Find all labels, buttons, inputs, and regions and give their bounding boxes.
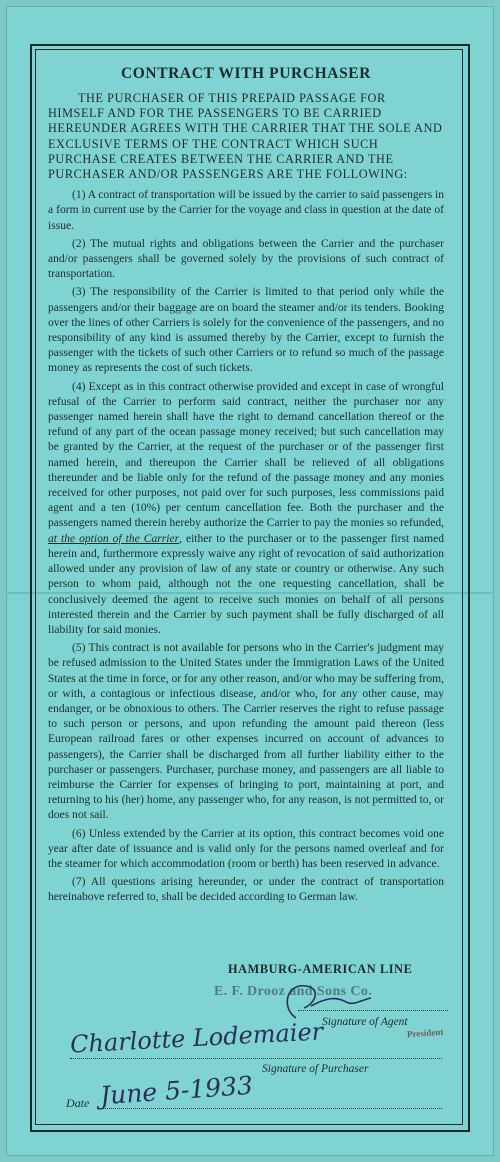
- clause-1: (1) A contract of transportation will be issued by the carrier to said passengers in a form in current use by the Carrier for the voyage and class in question at the date of issue.: [48, 189, 444, 232]
- date-line: [102, 1108, 442, 1109]
- clause-4: [48, 380, 444, 638]
- clause-4-part-2: , either to the purchaser or to the passenger first named herein and, furthermore expressly waive any right of revocation of said authorization allowed under any provision of law of any state or country or otherwise. Any such person to whom paid, although not the one requesting cancellation, shall be conclusively deemed the agent to receive such monies on behalf of all persons interested therein and the Carrier by such payment shall be fully discharged of all liability for said monies.: [48, 532, 444, 636]
- contract-title: CONTRACT WITH PURCHASER: [120, 65, 372, 82]
- clause-6: (6) Unless extended by the Carrier at its option, this contract becomes void one year after date of issuance and is valid only for the persons named overleaf and for the steamer for which accommodation (room or berth) has been reserved in advance.: [48, 827, 444, 870]
- clause-4-part-1: (4) Except as in this contract otherwise provided and except in case of wrongful refusal of the Carrier to perform said contract, neither the purchaser nor any passenger named herein shall have the right to demand cancellation thereof or the refund of any part of the ocean passage money received; but such cancellation may be granted by the Carrier, at the request of the purchaser or of the passenger first named herein, and thereupon the Carrier shall be relieved of all obligations thereunder and be liable only for the refund of the passage money and any monies received for other purposes, not paid over for such purposes, less commissions paid agent and a ten (10%) per centum cancellation fee. Both the purchaser and the passengers named therein hereby authorize the Carrier to pay the monies so refunded,: [48, 380, 444, 530]
- contract-body: [48, 62, 444, 909]
- agency-role: President: [406, 1026, 444, 1040]
- clause-7: (7) All questions arising hereunder, or under the contract of transportation hereinabove referred to, shall be decided according to German law.: [48, 876, 444, 904]
- agent-signature-label: Signature of Agent: [322, 1016, 408, 1028]
- purchaser-signature: Charlotte Lodemaier: [69, 1017, 324, 1059]
- clause-2: (2) The mutual rights and obligations between the Carrier and the purchaser and/or passengers shall be governed solely by the provisions of such contract of transportation.: [48, 237, 444, 281]
- clause-4-emphasis: at the option of the Carrier: [48, 532, 180, 545]
- purchaser-signature-label: Signature of Purchaser: [262, 1063, 369, 1075]
- clause-5: (5) This contract is not available for persons who in the Carrier's judgment may be refused admission to the United States under the Immigration Laws of the United States at the time in force, or for any other reason, and/or who may be suffering from, or with, a contagious or infectious disease, and/or who, for any other cause, may endanger, or be obnoxious to others. The Carrier reserves the right to refuse passage to such person or persons, and upon refunding the amount paid thereon (less European railroad fares or other expenses incurred on account of advances to passengers), the Carrier shall be discharged from all further liability either to the purchaser or passengers. Purchaser, purchase money, and passengers are all liable to reimburse the Carrier for expenses of bringing to port, maintaining at port, and returning to his (her) home, any passenger who, for any reason, is not permitted to, or does not sail.: [48, 642, 444, 822]
- agency-stamp: E. F. Drooz and Sons Co.: [214, 984, 373, 999]
- agent-signature-line: [298, 1010, 448, 1011]
- contract-preamble: THE PURCHASER OF THIS PREPAID PASSAGE FOR HIMSELF AND FOR THE PASSENGERS TO BE CARRIED HEREUNDER AGREES WITH THE CARRIER THAT THE SOLE AND EXCLUSIVE TERMS OF THE CONTRACT WHICH SUCH PURCHASE CREATES BETWEEN THE CARRIER AND THE PURCHASER AND/OR PASSENGERS ARE THE FOLLOWING:: [48, 91, 443, 182]
- date-label: Date: [66, 1096, 90, 1110]
- purchaser-signature-line: [70, 1058, 442, 1059]
- date-value: June 5-1933: [99, 1070, 254, 1111]
- carrier-name: HAMBURG-AMERICAN LINE: [228, 962, 413, 976]
- clause-3: (3) The responsibility of the Carrier is limited to that period only while the passengers and/or their baggage are on board the steamer and/or its tenders. Booking over the lines of other Carriers is solely for the convenience of the passengers, and no responsibility of any kind is assumed thereby by the Carrier, except to furnish the passenger with the tickets of such other Carriers or to refund so much of the passage money as represents the cost of such tickets.: [48, 286, 444, 375]
